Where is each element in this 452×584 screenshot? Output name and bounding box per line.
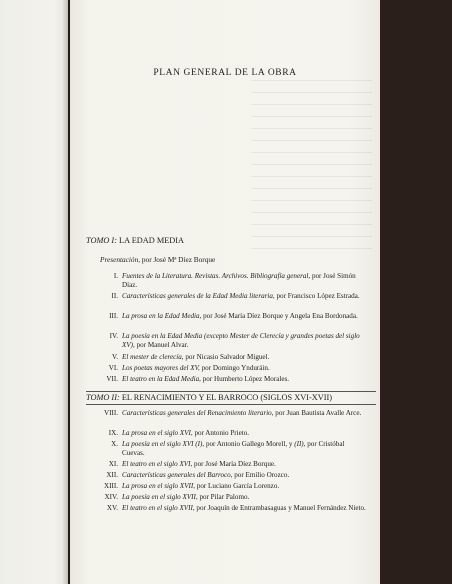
item-title: La prosa en el siglo XVI,	[122, 429, 193, 437]
tomo-1-name: LA EDAD MEDIA	[119, 236, 185, 245]
item-author: por Manuel Alvar.	[136, 341, 189, 350]
item-author: por Emilio Orozco.	[234, 471, 290, 479]
section-rule-bottom	[86, 404, 376, 405]
item-text	[122, 332, 368, 351]
item-title: El teatro en la Edad Media,	[122, 375, 201, 383]
list-item	[86, 364, 368, 373]
tomo-1-heading	[86, 236, 184, 245]
list-item	[86, 409, 368, 418]
item-title: La prosa en la Edad Media,	[122, 312, 202, 320]
list-item	[86, 460, 368, 469]
item-text	[122, 292, 368, 301]
item-text	[122, 460, 368, 469]
item-title: La poesía en el siglo XVII,	[122, 493, 198, 501]
item-number: X.	[111, 440, 118, 448]
list-item	[86, 482, 368, 491]
section-rule-top	[86, 391, 376, 392]
item-title: El teatro en el siglo XVII,	[122, 504, 195, 512]
item-number: IV.	[109, 332, 118, 340]
item-author-2: por Cristóbal Cuevas.	[122, 440, 345, 458]
list-item	[86, 353, 368, 362]
list-item	[86, 332, 368, 351]
item-title: La poesía en el siglo XVI (I),	[122, 440, 205, 448]
item-title: La prosa en el siglo XVII,	[122, 482, 196, 490]
item-author: por Antonio Gallego Morell, y	[205, 440, 293, 448]
item-author: por Juan Bautista Avalle Arce.	[275, 409, 362, 417]
item-text	[122, 471, 368, 480]
item-author: por Francisco López Estrada.	[276, 292, 360, 300]
item-text	[122, 272, 368, 291]
presentacion-label: Presentación,	[100, 255, 141, 264]
item-number: XI.	[108, 460, 118, 468]
tomo-2-heading	[86, 393, 332, 402]
tomo-1-label: TOMO I:	[86, 236, 117, 245]
item-number: V.	[112, 353, 118, 361]
item-text	[122, 482, 368, 491]
item-title: La poesía en la Edad Media (excepto Mester de Clerecía y grandes poetas del siglo XV),	[122, 332, 360, 350]
item-number: VIII.	[104, 409, 118, 417]
item-number: VI.	[108, 364, 118, 372]
book-page	[70, 0, 380, 584]
item-number: XII.	[106, 471, 118, 479]
item-text	[122, 364, 368, 373]
item-text	[122, 409, 368, 418]
item-author: por Domingo Ynduráin.	[201, 364, 270, 372]
item-number: I.	[113, 272, 118, 280]
item-author: por José María Díez Borque.	[194, 460, 276, 468]
list-item	[86, 504, 368, 513]
item-author: por Luciano García Lorenzo.	[196, 482, 280, 490]
list-item	[86, 292, 368, 301]
item-title: Fuentes de la Literatura. Revistas. Archivos. Bibliografía general,	[122, 272, 311, 280]
list-item	[86, 312, 368, 321]
item-author: por Nicasio Salvador Miguel.	[185, 353, 270, 361]
presentacion-line	[100, 255, 215, 264]
item-title: Los poetas mayores del XV,	[122, 364, 200, 372]
item-title: El teatro en el siglo XVI,	[122, 460, 193, 468]
item-text	[122, 429, 368, 438]
list-item	[86, 429, 368, 438]
tomo-2-label: TOMO II:	[86, 393, 120, 402]
item-author: por Humberto López Morales.	[202, 375, 290, 383]
item-number: XV.	[106, 504, 118, 512]
list-item	[86, 272, 368, 291]
item-text	[122, 493, 368, 502]
page-title: PLAN GENERAL DE LA OBRA	[153, 68, 297, 78]
left-page-edge	[0, 0, 68, 584]
item-text	[122, 353, 368, 362]
presentacion-author: por José Mª Díez Borque	[141, 255, 216, 264]
item-author: por Pilar Palomo.	[199, 493, 250, 501]
item-number: XIII.	[104, 482, 118, 490]
item-text	[122, 312, 368, 321]
item-title: Características generales de la Edad Media literaria,	[122, 292, 275, 300]
list-item	[86, 471, 368, 480]
tomo-2-name: EL RENACIMIENTO Y EL BARROCO (SIGLOS XVI-XVII)	[121, 393, 332, 402]
item-title: Características generales del Barroco,	[122, 471, 233, 479]
item-title-2: (II),	[294, 440, 306, 448]
list-item	[86, 493, 368, 502]
list-item	[86, 375, 368, 384]
list-item	[86, 440, 368, 459]
item-number: III.	[109, 312, 118, 320]
item-text	[122, 440, 368, 459]
item-text	[122, 504, 368, 513]
item-number: VII.	[106, 375, 118, 383]
item-number: XIV.	[104, 493, 118, 501]
item-author: por José Simón Díaz.	[122, 272, 356, 290]
item-number: IX.	[108, 429, 118, 437]
item-number: II.	[111, 292, 118, 300]
item-text	[122, 375, 368, 384]
item-author: por José María Díez Borque y Angela Ena Bordonada.	[203, 312, 358, 320]
item-title: Características generales del Renacimiento literario,	[122, 409, 274, 417]
item-author: por Joaquín de Entrambasaguas y Manuel Fernández Nieto.	[196, 504, 366, 512]
show-through-text	[252, 80, 372, 260]
item-author: por Antonio Prieto.	[194, 429, 250, 437]
item-title: El mester de clerecía,	[122, 353, 184, 361]
